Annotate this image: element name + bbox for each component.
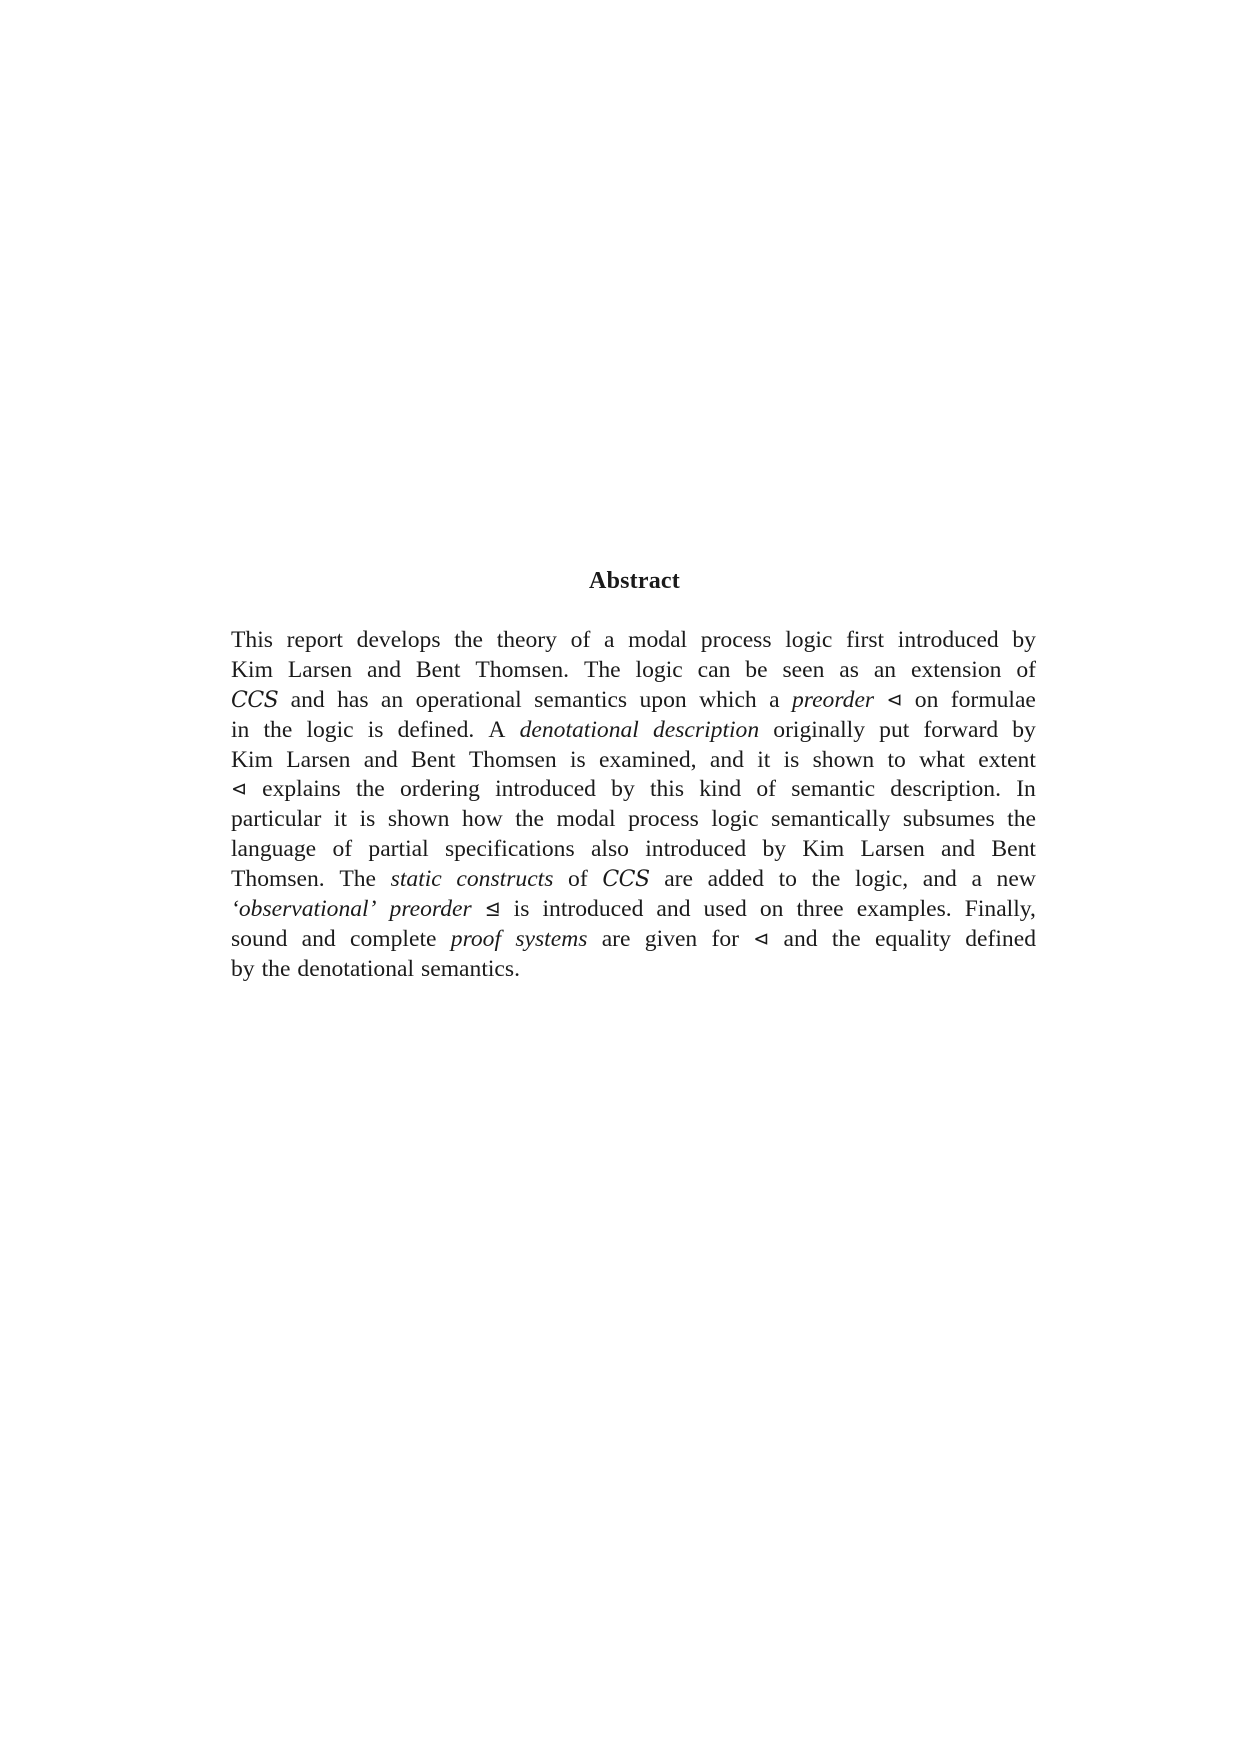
word: added [707,866,764,893]
word: semantics [534,686,628,713]
word: what [919,746,965,773]
word: logic [306,716,354,743]
word: A [488,716,506,743]
word: defined [965,925,1036,952]
word: three [796,896,844,923]
word: modal [556,806,616,833]
word: Finally, [964,896,1036,923]
word: logic [785,627,833,653]
word: Larsen [286,746,351,773]
word: it [757,746,771,773]
emphasized-word: denotational [519,716,639,743]
word: and [922,866,957,893]
word: the [515,806,545,833]
emphasized-word: proof [450,925,502,952]
word: is [569,746,586,773]
word: The [583,656,621,683]
word: is [367,716,384,743]
word: shown [387,806,450,833]
word: Bent [411,746,456,773]
word: Thomsen. [475,656,570,683]
text-line [231,716,1036,746]
word: an [873,656,897,683]
word: extent [978,746,1036,773]
word: introduced [897,627,999,653]
word: is [513,896,530,923]
word: originally [773,716,866,743]
word: put [879,716,910,743]
observational-preorder-symbol: ⊴ [484,898,501,921]
word: theory [496,627,557,653]
text-line [231,835,1036,865]
word: and [363,746,398,773]
text-line [231,925,1036,955]
word: modal [628,627,688,653]
word: forward [923,716,999,743]
word: first [846,627,885,653]
word: by [1012,627,1036,653]
word: and [366,656,402,683]
word: Thomsen [468,746,557,773]
word: semantic [791,776,876,803]
word: shown [812,746,875,773]
word: formulae [950,686,1036,713]
preorder-symbol: ⊲ [231,778,247,801]
word: the [831,925,861,952]
word: Kim [231,746,273,773]
word: the [355,776,385,803]
word: Kim [802,836,845,863]
word: Larsen [287,656,353,683]
text-line [231,895,1036,925]
word: logic [711,806,759,833]
word: the [261,955,291,982]
word: report [286,627,343,653]
word: a [769,686,780,713]
word: logic [635,656,683,683]
word: sound [231,925,288,952]
word: subsumes [902,806,995,833]
emphasized-word: preorder [791,686,875,713]
abstract-heading: Abstract [589,568,680,594]
word: language [231,836,317,863]
word: of [756,776,777,803]
word: to [778,866,797,893]
word: by [762,836,787,863]
word: Bent [415,656,461,683]
word: process [700,627,772,653]
word: the [454,627,484,653]
word: in [231,716,250,743]
word: examples. [856,896,952,923]
text-line [231,626,1036,656]
word: particular [231,806,322,833]
word: and [301,925,336,952]
word: explains [262,776,341,803]
word: are [601,925,631,952]
word: for [711,925,740,952]
word: and [290,686,325,713]
ccs-symbol: CCS [602,867,650,893]
word: new [996,866,1036,893]
word: description. [890,776,1001,803]
word: introduced [542,896,644,923]
word: extension [910,656,1002,683]
text-line [231,805,1036,835]
emphasized-word: preorder [389,896,472,923]
word: a [603,627,615,653]
word: operational [415,686,522,713]
word: has [337,686,369,713]
emphasized-word: static [390,866,442,893]
word: which [699,686,757,713]
text-line [231,686,1036,716]
word: Thomsen. [231,866,325,893]
emphasized-word: systems [515,925,588,952]
word: The [339,866,377,893]
word: this [649,776,685,803]
word: Kim [231,656,273,683]
word: given [644,925,698,952]
word: by [231,955,255,982]
text-line [231,746,1036,776]
emphasized-word: ‘observational’ [231,896,377,923]
word: introduced [495,776,596,803]
word: This [231,627,273,653]
abstract-paragraph [231,626,1036,985]
word: of [568,866,588,893]
word: semantics. [421,955,520,982]
word: a [971,866,982,893]
word: kind [699,776,742,803]
word: process [628,806,699,833]
word: be [745,656,768,683]
word: of [332,836,353,863]
text-line [231,656,1036,686]
word: by [1012,716,1036,743]
word: as [839,656,859,683]
word: can [697,656,731,683]
word: upon [639,686,687,713]
preorder-symbol: ⊲ [886,688,903,711]
word: semantically [771,806,891,833]
word: is [783,746,800,773]
word: partial [368,836,429,863]
word: specifications [444,836,575,863]
word: the [811,866,841,893]
word: on [914,686,939,713]
emphasized-word: description [652,716,760,743]
word: introduced [645,836,747,863]
word: Bent [991,836,1036,863]
word: and [656,896,691,923]
text-line [231,865,1036,895]
word: and [783,925,818,952]
word: are [664,866,693,893]
word: ordering [399,776,480,803]
word: and [709,746,744,773]
word: is [359,806,376,833]
word: In [1016,776,1036,803]
word: also [590,836,629,863]
word: equality [874,925,951,952]
word: Larsen [860,836,925,863]
word: examined, [598,746,697,773]
word: develops [356,627,441,653]
word: of [570,627,591,653]
preorder-symbol: ⊲ [753,927,770,950]
word: logic, [855,866,909,893]
text-line [231,775,1036,805]
word: the [263,716,293,743]
word: on [759,896,784,923]
word: how [462,806,503,833]
word: denotational [297,955,415,982]
word: defined. [397,716,475,743]
word: to [887,746,906,773]
ccs-symbol: CCS [231,687,279,713]
word: an [380,686,404,713]
word: by [611,776,635,803]
word: it [333,806,348,833]
word: the [1007,806,1036,833]
emphasized-word: constructs [456,866,554,893]
text-line [231,955,1036,985]
word: seen [782,656,825,683]
word: and [941,836,976,863]
word: complete [350,925,437,952]
word: used [703,896,747,923]
word: of [1016,656,1036,683]
